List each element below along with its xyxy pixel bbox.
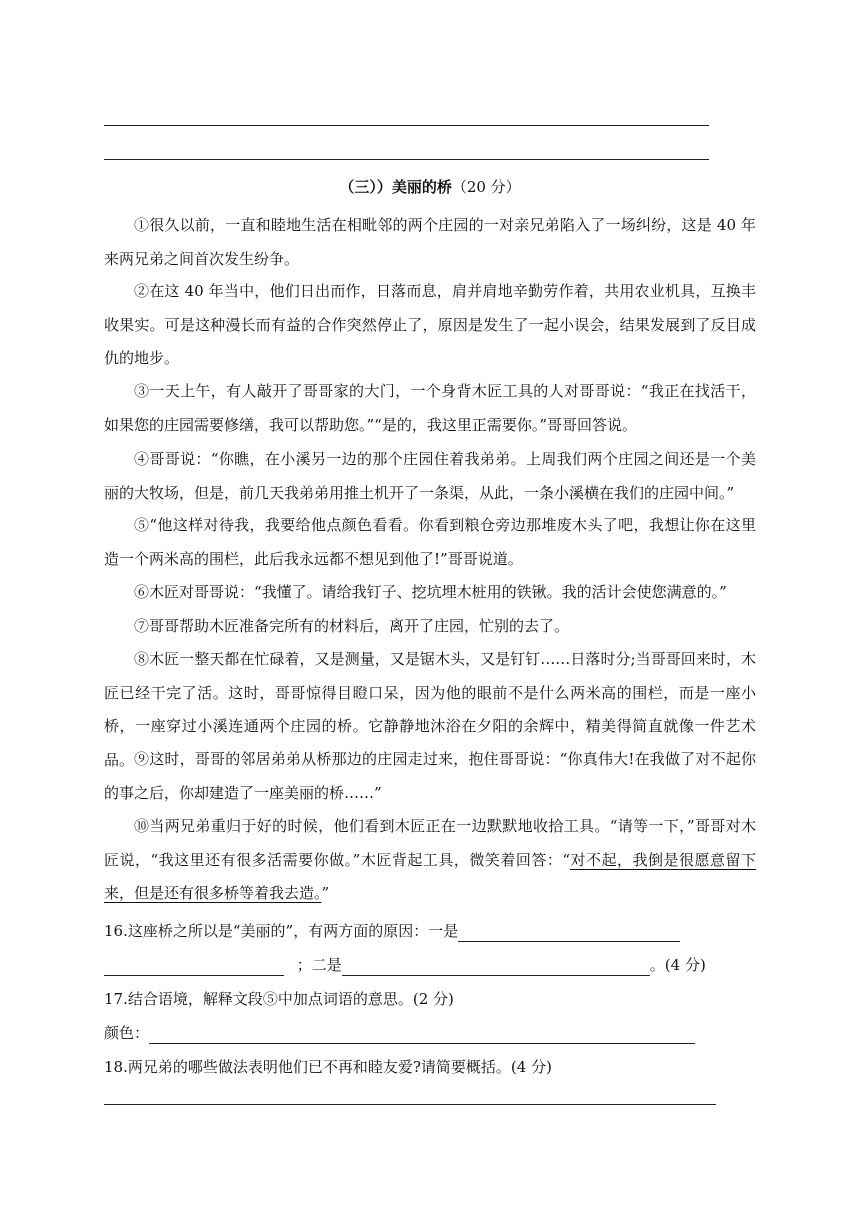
question-17: 17.结合语境，解释文段⑤中加点词语的意思。(2 分)	[104, 990, 454, 1008]
answer-blank-16c[interactable]	[342, 959, 650, 976]
answer-line-18[interactable]	[104, 1104, 716, 1105]
paragraph-10-end: ”	[321, 884, 330, 902]
paragraph-9: ⑨这时，哥哥的邻居弟弟从桥那边的庄园走过来，抱住哥哥说：“你真伟大!在我做了对不起你的事之后，你却建造了一座美丽的桥……”	[104, 750, 756, 802]
paragraph-10-text: ⑩当两兄弟重归于好的时候，他们看到木匠正在一边默默地收拾工具。“请等一下，”哥哥对木匠说，“我这里还有很多活需要你做。”木匠背起工具，微笑着回答：“	[104, 817, 756, 869]
paragraph-7: ⑦哥哥帮助木匠准备完所有的材料后，离开了庄园，忙别的去了。	[134, 617, 570, 635]
section-title	[0, 176, 860, 198]
paragraph-5: ⑤“他这样对待我，我要给他点颜色看看。你看到粮仓旁边那堆废木头了吧，我想让你在这里造一个两米高的围栏，此后我永远都不想见到他了!”哥哥说道。	[104, 516, 756, 568]
paragraph-10	[104, 810, 756, 911]
paragraph-4: ④哥哥说：“你瞧，在小溪另一边的那个庄园住着我弟弟。上周我们两个庄园之间还是一个美丽的大牧场，但是，前几天我弟弟用推土机开了一条渠，从此，一条小溪横在我们的庄园中间。”	[104, 450, 756, 502]
paragraph-2: ②在这 40 年当中，他们日出而作，日落而息，肩并肩地辛勤劳作着，共用农业机具，互换丰收果实。可是这种漫长而有益的合作突然停止了，原因是发生了一起小误会，结果发展到了反目成仇的地步。	[104, 282, 756, 367]
paragraph-6: ⑥木匠对哥哥说：“我懂了。请给我钉子、挖坑埋木桩用的铁锹。我的活计会使您满意的。”	[134, 583, 727, 601]
answer-blank-17[interactable]	[149, 1027, 695, 1044]
question-17-answer	[104, 1022, 695, 1044]
question-16-second: ；二是	[296, 956, 342, 974]
answer-line-top-2	[104, 159, 709, 160]
paragraph-8: ⑧木匠一整天都在忙碌着，又是测量，又是锯木头，又是钉钉……日落时分;当哥哥回来时，木匠已经干完了活。这时，哥哥惊得目瞪口呆，因为他的眼前不是什么两米高的围栏，而是一座小桥，一座穿过小溪连通两个庄园的桥。它静静地沐浴在夕阳的余辉中，精美得简直就像一件艺术品。	[104, 650, 756, 769]
question-18: 18.两兄弟的哪些做法表明他们已不再和睦友爱?请简要概括。(4 分)	[104, 1058, 552, 1076]
answer-line-top-1	[104, 125, 709, 126]
answer-blank-16b[interactable]	[104, 959, 284, 976]
section-title-points: （20 分）	[451, 178, 521, 196]
question-16	[104, 920, 680, 942]
paragraph-1: ①很久以前，一直和睦地生活在相毗邻的两个庄园的一对亲兄弟陷入了一场纠纷，这是 40 年来两兄弟之间首次发生纷争。	[104, 216, 756, 268]
answer-blank-16a[interactable]	[458, 925, 680, 942]
question-16-points: 。(4 分)	[649, 956, 706, 974]
question-16-text: 16.这座桥之所以是“美丽的”，有两方面的原因：一是	[104, 922, 459, 940]
question-16-line2	[104, 954, 706, 976]
section-title-bold: （三））美丽的桥	[339, 178, 452, 196]
underlined-sentence: 对不起，我倒是很愿意留下来，但是还有很多桥等着我去造。	[104, 850, 756, 902]
question-17-label: 颜色：	[104, 1024, 150, 1042]
paragraph-3: ③一天上午，有人敲开了哥哥家的大门，一个身背木匠工具的人对哥哥说：“我正在找活干，如果您的庄园需要修缮，我可以帮助您。”“是的，我这里正需要你。”哥哥回答说。	[104, 382, 756, 434]
